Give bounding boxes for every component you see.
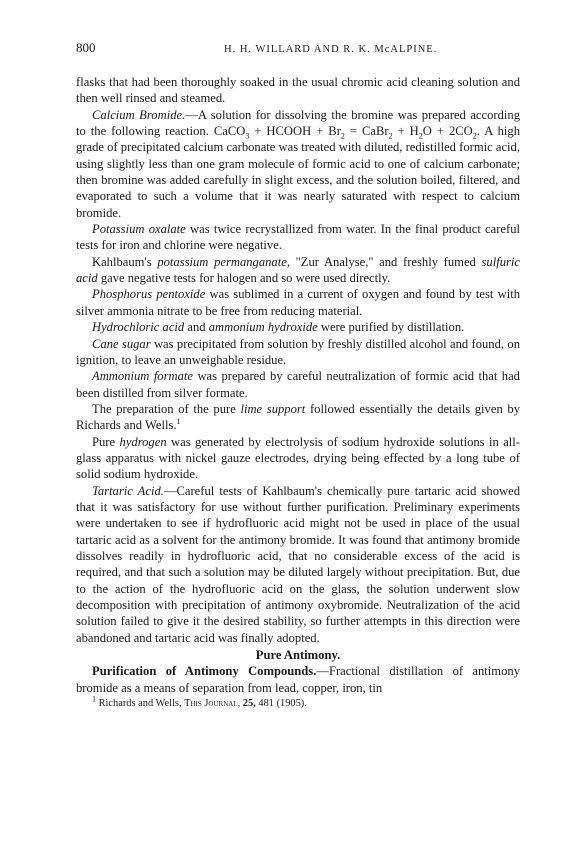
paragraph: [76, 483, 520, 646]
text-run: O + 2CO: [422, 124, 473, 139]
italic-term: Potassium oxalate: [92, 222, 186, 237]
subsection-heading: Purification of Antimony Compounds.: [92, 664, 317, 679]
formula-index: 2: [388, 131, 393, 141]
paragraph: [76, 336, 520, 369]
italic-term: Phosphorus pentoxide: [92, 287, 206, 302]
text-run: —Careful tests of Kahlbaum's chemically pure tartaric acid showed that it was satisfactory for use without further purification. Preliminary experiments were undertaken to see if hydrofluoric acid might not be used in place of the usual tartaric acid as a solvent for the antimony bromide. It was found that antimony bromide dissolves readily in hydrofluoric acid, that no considerable excess of the acid is required, and that such a solution may be diluted largely without precipitation. But, due to the action of the hydrofluoric acid on the glass, the solution underwent slow decomposition with precipitation of antimony oxybromide. Neutralization of the acid solution failed to give it the desired stability, so further attempts in this direction were abandoned and tartaric acid was finally adopted.: [76, 483, 520, 645]
page-header: [76, 40, 520, 60]
page-number: 800: [76, 40, 96, 55]
footnote-journal: This Journal,: [184, 698, 241, 710]
text-run: and: [184, 320, 209, 335]
italic-term: Tartaric Acid.: [92, 483, 164, 498]
italic-term: sulfuric acid: [76, 254, 520, 286]
italic-term: Ammonium formate: [92, 369, 193, 384]
italic-term: lime support: [240, 401, 306, 416]
paragraph: [76, 74, 520, 107]
formula-index: 2: [472, 131, 477, 141]
formula-index: 3: [245, 131, 250, 141]
section-heading: Pure Antimony.: [255, 648, 341, 663]
paragraph: [76, 319, 520, 335]
footnote-text-after: 481 (1905).: [255, 698, 307, 710]
subsection-paragraph: [76, 663, 520, 696]
text-run: The preparation of the pure: [92, 401, 241, 416]
italic-term: potassium permanganate,: [157, 254, 290, 269]
text-run: was generated by electrolysis of sodium hydroxide solutions in all-glass apparatus with nickel gauze electrodes, drying being effected by a long tube of solid sodium hydroxide.: [76, 434, 521, 482]
paragraph: [76, 254, 520, 287]
text-run: was precipitated from solution by freshly distilled alcohol and found, on ignition, to leave an unweighable residue.: [76, 336, 520, 367]
text-run: + H: [392, 124, 419, 139]
text-run: were purified by distillation.: [317, 320, 465, 335]
text-run: Pure: [92, 434, 120, 449]
text-run: was twice recrystallized from water. In the final product careful tests for iron and chlorine were negative.: [76, 222, 520, 253]
paragraph: [76, 401, 520, 434]
text-run: "Zur Analyse," and freshly fumed: [289, 254, 482, 269]
paragraph: [76, 368, 520, 401]
footnote-marker: 1: [92, 694, 96, 704]
footnote-volume: 25,: [240, 698, 256, 710]
text-run: —A solution for dissolving the bromine was prepared according to the following reaction. CaCO: [76, 107, 520, 139]
formula-index: 2: [340, 131, 345, 141]
footnote: [76, 694, 520, 711]
italic-term: hydrogen: [119, 434, 167, 449]
italic-term: Cane sugar: [92, 336, 151, 351]
text-run: Kahlbaum's: [92, 254, 158, 269]
text-run: was sublimed in a current of oxygen and found by test with silver ammonia nitrate to be free from reducing material.: [76, 287, 520, 318]
text-run: + HCOOH + Br: [249, 124, 341, 139]
running-head: H. H. WILLARD AND R. K. McALPINE.: [224, 44, 438, 55]
subsection-text: —Fractional distillation of antimony bromide as a means of separation from lead, copper, iron, tin: [76, 664, 520, 695]
body-text: [76, 74, 520, 711]
text-run: followed essentially the details given by Richards and Wells.: [76, 401, 520, 433]
formula-index: 1: [176, 417, 181, 427]
italic-term: ammonium hydroxide: [208, 320, 318, 335]
paragraph: [76, 434, 520, 483]
paragraph: [76, 221, 520, 254]
footnote-text-before: Richards and Wells,: [96, 698, 185, 710]
text-run: flasks that had been thoroughly soaked in the usual chromic acid cleaning solution and then well rinsed and steamed.: [76, 75, 520, 106]
italic-term: Calcium Bromide.: [92, 107, 186, 122]
text-run: was prepared by careful neutralization of formic acid that had been distilled from silver formate.: [76, 369, 520, 400]
text-run: gave negative tests for halogen and so were used directly.: [97, 271, 391, 286]
paragraph: [76, 286, 520, 319]
text-run: = CaBr: [344, 124, 389, 139]
text-run: . A high grade of precipitated calcium carbonate was treated with diluted, redistilled formic acid, using slightly less than one gram molecule of formic acid to one of calcium carbonate; then bromine was added carefully in slight excess, and the solution boiled, filtered, and evaporated to such a volume that it was nearly saturated with respect to calcium bromide.: [76, 124, 521, 220]
formula-index: 2: [418, 131, 423, 141]
paragraph: [76, 107, 520, 221]
italic-term: Hydrochloric acid: [92, 320, 185, 335]
